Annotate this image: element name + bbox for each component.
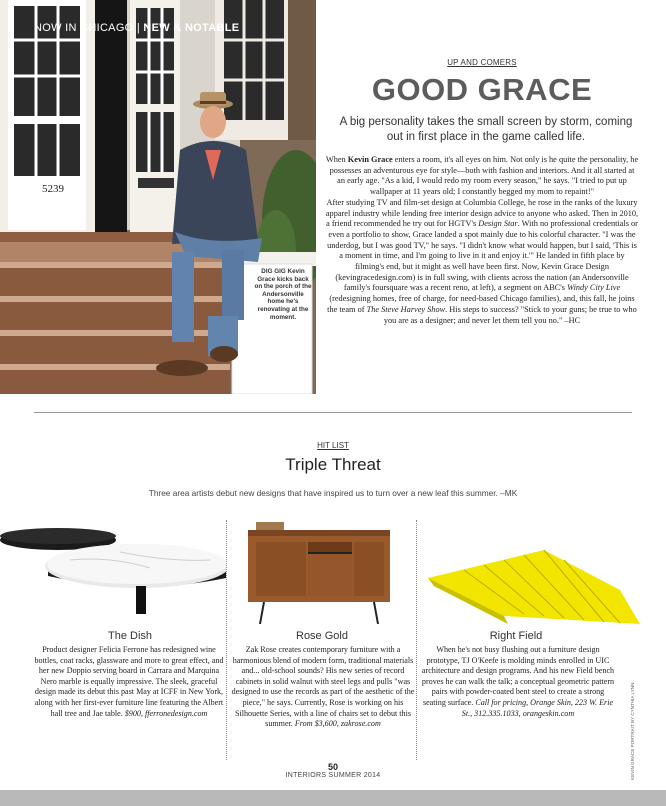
field-bench-image <box>424 520 650 628</box>
item-desc: Zak Rose creates contemporary furniture with a harmonious blend of modern form, traditional materials and... old-school sounds? His new series of record cabinets in solid walnut with steel legs and pulls "was designed to use the records as part of the aesthetic of the piece," he says. Currently, Rose is working on his Silhouette Series, with a line of chairs set to debut this summer. <box>231 645 415 729</box>
portrait-photo <box>0 0 316 394</box>
viewer-bottom-bar <box>0 790 666 806</box>
body-show-1: Design Star <box>478 219 518 229</box>
record-cabinet-image <box>244 520 394 630</box>
item-desc: Product designer Felicia Ferrone has redesigned wine bottles, coat racks, glassware and more to great effect, and her new Doppio serving board in Carrara and Marquina Nero marble is equally impressive. The sleek, graceful design made its debut this past May at ICFF in New York, along with her first-ever furniture line featuring the Albert hall tree and Jae table. <box>34 645 224 718</box>
hitlist-deck: Three area artists debut new designs that have inspired us to turn over a new leaf this summer. –MK <box>148 488 518 498</box>
body-p2d: . His steps to success? "Stick to your guns; be true to who you are as a designer; and never let them tell you no." –HC <box>383 304 637 325</box>
section-label-sep: | <box>133 22 144 34</box>
house-number: 5239 <box>42 183 64 195</box>
body-p1: enters a room, it's all eyes on him. Not only is he quite the personality, he possesses an adventurous eye for style—both with fashion and interiors. And it all started at an early age. "As a kid, I would redo my room every season," he says. "I tried to put up wallpaper at 11 years old; I constantly begged my mom to repaint!" <box>329 155 639 197</box>
hitlist-title: Triple Threat <box>285 455 381 474</box>
body-show-3: The Steve Harvey Show <box>366 304 446 314</box>
item-credit: From $3,600, zakrose.com <box>294 719 381 729</box>
item-text <box>32 645 226 719</box>
issue-label: INTERIORS SUMMER 2014 <box>285 772 381 779</box>
feature-kicker: UP AND COMERS <box>447 58 517 67</box>
section-divider <box>34 412 632 413</box>
section-label <box>34 22 239 34</box>
feature-headline: GOOD GRACE <box>371 72 593 107</box>
photo-caption: DIG GIG Kevin Grace kicks back on the porch of the Andersonville home he's renovating at the moment. <box>254 268 312 321</box>
body-intro: When <box>325 155 348 164</box>
body-p2b: . With no professional credentials or even a portfolio to show, Grace landed a spot mainly due to his colorful character. "I was the underdog, but I was good TV," he says. "I didn't know what would happen, but I said, 'This is a moment in time, and I'm going to live in it and enjoy it.'" He landed in fifth place by filming's end, but it might as well have been first. Now, Kevin Grace Design (kevingracedesign.com) is in full swing, with clients across the nation (an Andersonville family's foursquare was a recent reno, at left), a segment on ABC's <box>327 219 638 293</box>
porch-scene <box>0 0 316 394</box>
body-show-2: Windy City Live <box>567 283 621 293</box>
item-desc: When he's not busy flushing out a furniture design prototype, TJ O'Keefe is molding minds enrolled in UIC architecture and design programs. And his new Field bench proves he can walk the talk; a conceptual geometric pattern pairs with powder-coated bent steel to create a strong seating surface. <box>421 645 615 707</box>
item-text <box>420 645 616 719</box>
marble-board-image <box>0 516 226 626</box>
item-text <box>230 645 416 730</box>
hitlist-kicker: HIT LIST <box>317 441 349 450</box>
body-name: Kevin Grace <box>347 155 393 164</box>
section-label-b: NEW & NOTABLE <box>143 22 240 34</box>
feature-deck: A big personality takes the small screen by storm, coming out in first place in the game called life. <box>339 116 633 143</box>
item-credit: $900, fferronedesign.com <box>124 708 208 718</box>
item-credit: Call for pricing, Orange Skin, 223 W. Erie St., 312.335.1033, orangeskin.com <box>461 697 614 718</box>
item-title: The Dish <box>107 630 153 642</box>
item-title: Rose Gold <box>296 630 348 642</box>
section-label-a: NOW IN CHICAGO <box>34 22 134 34</box>
photo-credit-text: KEVIN GRACE PORTRAIT BY CYNTHIA LYNN <box>630 682 635 780</box>
item-title: Right Field <box>489 630 543 642</box>
photo-credit <box>630 640 638 780</box>
page-number: 50 <box>327 762 338 772</box>
feature-body <box>325 155 639 326</box>
body-p2c: (redesigning homes, free of charge, for need-based Chicago families), and, this fall, he joins the team of <box>327 294 635 314</box>
body-p2a: After studying TV and film-set design at Columbia College, he rose in the ranks of the luxury apparel industry while lending free interior design advice to anyone who asked. Then in 2010, a friend recommended he try out for HGTV's <box>325 197 639 229</box>
